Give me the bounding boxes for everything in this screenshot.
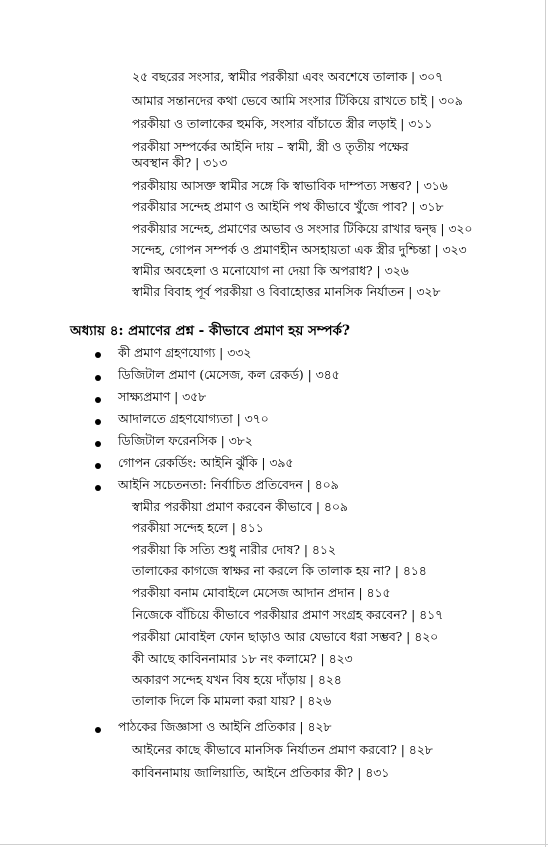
toc-entry: পরকীয়ার সন্দেহ প্রমাণ ও আইনি পথ কীভাবে খুঁজে পাব? | ৩১৮ [132, 200, 444, 214]
page-edge-bottom [0, 844, 548, 845]
bullet-dot [95, 397, 101, 403]
toc-sub-entry: অকারণ সন্দেহ যখন বিষ হয়ে দাঁড়ায় | ৪২৪ [132, 673, 342, 687]
toc-sub-entry: পরকীয়া কি সত্যি শুধু নারীর দোষ? | ৪১২ [132, 543, 336, 557]
bullet-dot [95, 463, 101, 469]
toc-sub-entry: কী আছে কাবিননামার ১৮ নং কলামে? | ৪২৩ [132, 652, 353, 666]
toc-sub-entry: তালাক দিলে কি মামলা করা যায়? | ৪২৬ [132, 694, 332, 708]
toc-entry: স্বামীর বিবাহ পূর্ব পরকীয়া ও বিবাহোত্তর মানসিক নির্যাতন | ৩২৮ [132, 285, 441, 299]
toc-bullet-item: সাক্ষ্যপ্রমাণ | ৩৫৮ [118, 390, 207, 404]
toc-sub-entry: তালাকের কাগজে স্বাক্ষর না করলে কি তালাক হয় না? | ৪১৪ [132, 564, 427, 578]
bullet-dot [95, 375, 101, 381]
toc-sub-entry: পরকীয়া সন্দেহ হলে | ৪১১ [132, 521, 264, 535]
toc-sub-entry: কাবিননামায় জালিয়াতি, আইনে প্রতিকার কী? | ৪৩১ [132, 766, 390, 780]
toc-sub-entry: পরকীয়া বনাম মোবাইলে মেসেজ আদান প্রদান | ৪১৫ [132, 586, 391, 600]
bullet-dot [95, 441, 101, 447]
toc-entry: পরকীয়ায় আসক্ত স্বামীর সঙ্গে কি স্বাভাবিক দাম্পত্য সম্ভব? | ৩১৬ [132, 179, 448, 193]
bullet-dot [95, 727, 101, 733]
chapter-heading: অধ্যায় ৪: প্রমাণের প্রশ্ন - কীভাবে প্রমাণ হয় সম্পর্ক? [70, 323, 350, 339]
toc-bullet-item: পাঠকের জিজ্ঞাসা ও আইনি প্রতিকার | ৪২৮ [118, 720, 332, 734]
bullet-dot [95, 419, 101, 425]
toc-bullet-item: ডিজিটাল প্রমাণ (মেসেজ, কল রেকর্ড) | ৩৪৫ [118, 368, 340, 382]
toc-sub-entry: পরকীয়া মোবাইল ফোন ছাড়াও আর যেভাবে ধরা সম্ভব? | ৪২০ [132, 630, 439, 644]
toc-bullet-item: আদালতে গ্রহণযোগ্যতা | ৩৭০ [118, 412, 269, 426]
toc-entry: ২৫ বছরের সংসার, স্বামীর পরকীয়া এবং অবশেষে তালাক | ৩০৭ [132, 70, 444, 84]
toc-sub-entry: স্বামীর পরকীয়া প্রমাণ করবেন কীভাবে | ৪০৯ [132, 500, 348, 514]
toc-entry: পরকীয়ার সন্দেহ, প্রমাণের অভাব ও সংসার টিকিয়ে রাখার দ্বন্দ্ব | ৩২০ [132, 222, 473, 236]
toc-bullet-item: আইনি সচেতনতা: নির্বাচিত প্রতিবেদন | ৪০৯ [118, 478, 339, 492]
toc-bullet-item: ডিজিটাল ফরেনসিক | ৩৮২ [118, 434, 253, 448]
toc-entry: সন্দেহ, গোপন সম্পর্ক ও প্রমাণহীন অসহায়তা এক স্ত্রীর দুশ্চিন্তা | ৩২৩ [132, 243, 467, 257]
bullet-dot [95, 485, 101, 491]
toc-entry: পরকীয়া সম্পর্কের আইনি দায় – স্বামী, স্ত্রী ও তৃতীয় পক্ষের [132, 140, 409, 154]
toc-sub-entry: নিজেকে বাঁচিয়ে কীভাবে পরকীয়ার প্রমাণ সংগ্রহ করবেন? | ৪১৭ [132, 608, 444, 622]
toc-entry-continued: অবস্থান কী? | ৩১৩ [132, 156, 228, 170]
toc-entry: স্বামীর অবহেলা ও মনোযোগ না দেয়া কি অপরাধ? | ৩২৬ [132, 264, 409, 278]
toc-bullet-item: কী প্রমাণ গ্রহণযোগ্য | ৩৩২ [118, 346, 252, 360]
bullet-dot [95, 352, 101, 358]
toc-sub-entry: আইনের কাছে কীভাবে মানসিক নির্যাতন প্রমাণ করবো? | ৪২৮ [132, 743, 433, 757]
toc-entry: আমার সন্তানদের কথা ভেবে আমি সংসার টিকিয়ে রাখতে চাই | ৩০৯ [132, 94, 463, 108]
page-edge-right [545, 0, 546, 847]
toc-bullet-item: গোপন রেকর্ডিং: আইনি ঝুঁকি | ৩৯৫ [118, 456, 294, 470]
toc-entry: পরকীয়া ও তালাকের হুমকি, সংসার বাঁচাতে স্ত্রীর লড়াই | ৩১১ [132, 117, 433, 131]
